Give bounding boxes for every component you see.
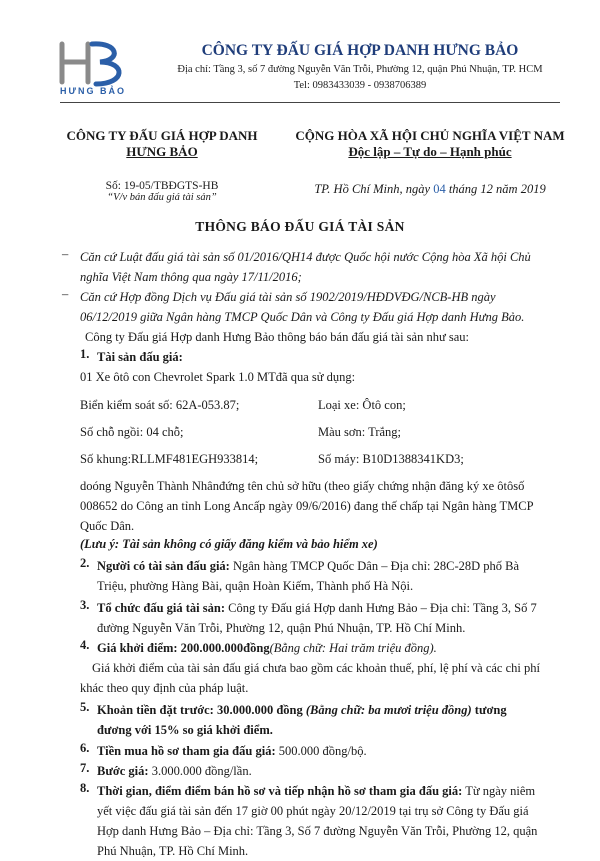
basis-2: Căn cứ Hợp đồng Dịch vụ Đấu giá tài sản số 1902/2019/HĐDVĐG/NCB-HB ngày 06/12/2019 giữa Ngân hàng TMCP Quốc Dân và Công ty Đấu giá Hợp danh Hưng Bảo.: [80, 290, 525, 324]
asset-chassis: Số khung:RLLMF481EGH933814;: [80, 452, 259, 466]
section-number: 1.: [80, 347, 90, 361]
section-number: 8.: [80, 781, 90, 795]
section-7: Bước giá: 3.000.000 đồng/lần.: [97, 764, 252, 778]
date-day-handwritten: 04: [433, 182, 446, 196]
section-number: 4.: [80, 638, 90, 652]
price-note: Giá khởi điểm của tài sản đấu giá chưa bao gồm các khoản thuế, phí, lệ phí và các chi phí khác theo quy định của pháp luật.: [80, 661, 540, 695]
section-number: 6.: [80, 741, 90, 755]
company-name: CÔNG TY ĐẤU GIÁ HỢP DANH HƯNG BẢO: [201, 42, 519, 59]
company-tel: Tel: 0983433039 - 0938706389: [293, 80, 427, 91]
document-date: TP. Hồ Chí Minh, ngày 04 tháng 12 năm 2019: [314, 182, 546, 196]
section-number: 3.: [80, 598, 90, 612]
asset-note: (Lưu ý: Tài sản không có giấy đăng kiểm và bảo hiểm xe): [80, 537, 378, 551]
nation-name: CỘNG HÒA XÃ HỘI CHỦ NGHĨA VIỆT NAM: [295, 128, 565, 143]
asset-seats: Số chỗ ngồi: 04 chỗ;: [80, 425, 184, 439]
intro-text: Công ty Đấu giá Hợp danh Hưng Bảo thông báo bán đấu giá tài sản như sau:: [85, 330, 469, 344]
company-address: Địa chỉ: Tầng 3, số 7 đường Nguyễn Văn Trỗi, Phường 12, quận Phú Nhuận, TP. HCM: [177, 64, 543, 75]
asset-type: Loại xe: Ôtô con;: [318, 398, 406, 412]
basis-1: Căn cứ Luật đấu giá tài sản số 01/2016/QH14 được Quốc hội nước Cộng hòa Xã hội Chủ nghĩa Việt Nam thông qua ngày 17/11/2016;: [80, 250, 531, 284]
document-title: THÔNG BÁO ĐẤU GIÁ TÀI SẢN: [195, 219, 405, 234]
issuer-org-name: HƯNG BẢO: [126, 144, 198, 159]
issuer-org: CÔNG TY ĐẤU GIÁ HỢP DANH: [66, 128, 258, 143]
section-number: 5.: [80, 700, 90, 714]
section-number: 7.: [80, 761, 90, 775]
bullet-dash: –: [62, 247, 69, 261]
section-8: Thời gian, điểm điểm bán hồ sơ và tiếp nhận hồ sơ tham gia đấu giá: Từ ngày niêm yết việc đấu giá tài sản đến 17 giờ 00 phút ngày 20/12/2019 tại trụ sở Công ty Đấu giá Hợp danh Hưng Bảo – Địa chỉ: Tầng 3, Số 7 đường Nguyễn Văn Trỗi, Phường 12, quận Phú Nhuận, TP. Hồ Chí Minh.: [97, 784, 538, 858]
section-2: Người có tài sản đấu giá: Ngân hàng TMCP Quốc Dân – Địa chỉ: 28C-28D phố Bà Triệu, phường Hàng Bài, quận Hoàn Kiếm, Thành phố Hà Nội.: [97, 559, 520, 593]
section-6: Tiền mua hồ sơ tham gia đấu giá: 500.000 đồng/bộ.: [97, 744, 367, 758]
section-1-title: Tài sản đấu giá:: [97, 350, 183, 364]
asset-owner: doóng Nguyễn Thành Nhânđứng tên chủ sở hữu (theo giấy chứng nhận đăng ký xe ôtôsố 008652 do Công an tỉnh Long Ancấp ngày 09/6/2016) đang thế chấp tại Ngân hàng TMCP Quốc Dân.: [80, 479, 534, 533]
asset-color: Màu sơn: Trắng;: [318, 425, 402, 439]
section-4: Giá khởi điểm: 200.000.000đồng(Bằng chữ: Hai trăm triệu đồng).: [97, 641, 437, 655]
section-number: 2.: [80, 556, 90, 570]
logo-subtitle: HƯNG BẢO: [60, 86, 126, 96]
national-heading: [290, 128, 570, 197]
section-3: Tổ chức đấu giá tài sản: Công ty Đấu giá Hợp danh Hưng Bảo – Địa chỉ: Tầng 3, Số 7 đường Nguyễn Văn Trỗi, Phường 12, quận Phú Nhuận, TP. Hồ Chí Minh.: [97, 601, 537, 635]
asset-engine: Số máy: B10D1388341KD3;: [318, 452, 464, 466]
bullet-dash: –: [62, 287, 69, 301]
issuer-block: [62, 128, 262, 203]
header-separator: [60, 102, 560, 103]
section-5: Khoản tiền đặt trước: 30.000.000 đồng (Bằng chữ: ba mươi triệu đồng) tương đương với 15% so giá khởi điểm.: [97, 703, 507, 737]
asset-description: 01 Xe ôtô con Chevrolet Spark 1.0 MTđã qua sử dụng:: [80, 370, 356, 384]
document-subject: “V/v bán đấu giá tài sản”: [107, 192, 217, 203]
national-motto: Độc lập – Tự do – Hạnh phúc: [348, 144, 512, 159]
asset-plate: Biển kiểm soát số: 62A-053.87;: [80, 398, 240, 412]
document-number: Số: 19-05/TBĐGTS-HB: [105, 180, 219, 192]
